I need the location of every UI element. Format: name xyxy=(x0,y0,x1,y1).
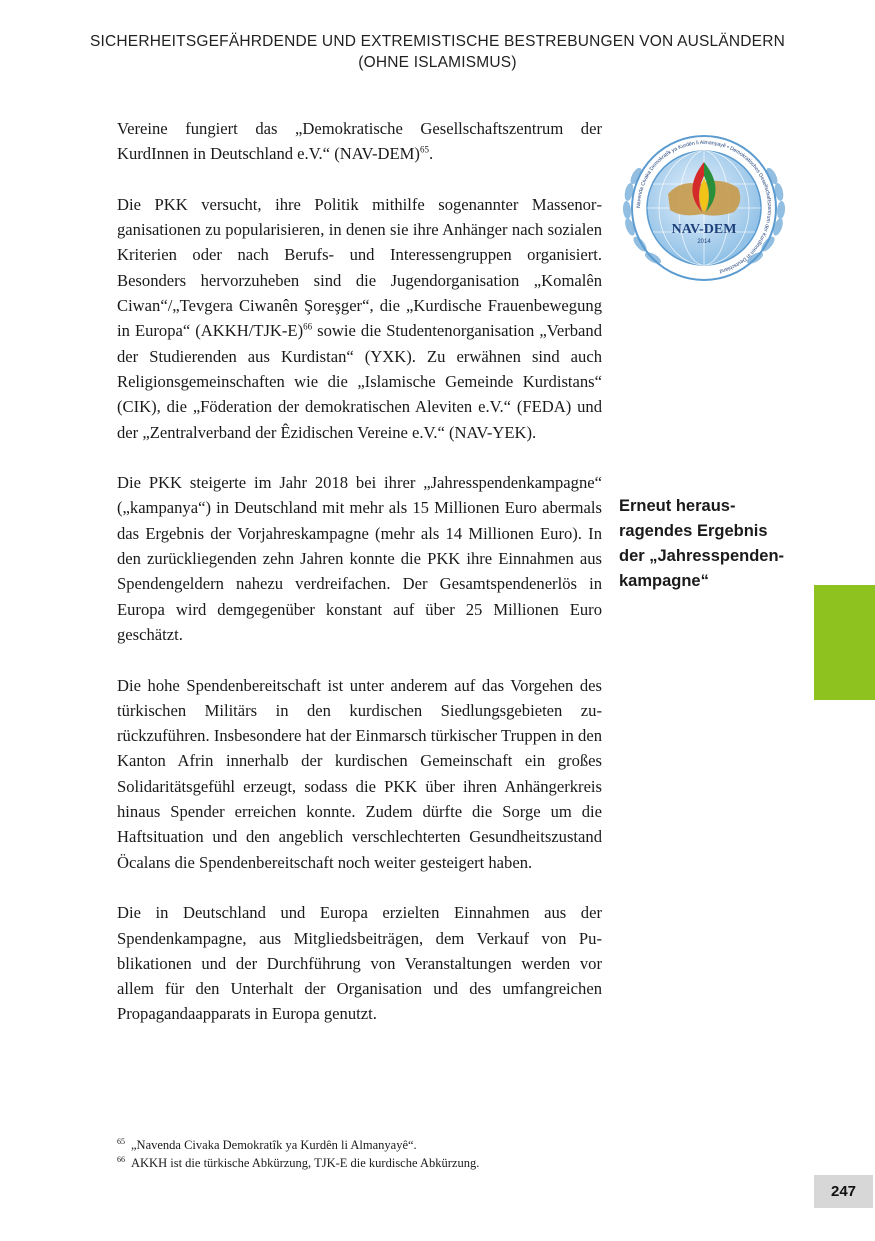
footnote-ref-65[interactable]: 65 xyxy=(419,144,429,155)
nav-dem-logo xyxy=(620,132,788,284)
chapter-tab xyxy=(814,585,875,700)
header-line-2: (OHNE ISLAMISMUS) xyxy=(358,54,517,71)
page-number: 247 xyxy=(814,1175,873,1208)
logo-ring-text: Navenda Civaka Demokratîk ya Kurdên li Almanyayê • Demokratisches Gesellschaftszentrum der KurdInnen in Deutschland xyxy=(635,139,773,275)
paragraph-2: Die PKK versucht, ihre Politik mithilfe sogenannter Massenorganisationen zu popularisieren, in denen sie ihre Anhänger nach sozialen Kriterien oder nach Berufs- und Interessengruppen organisiert. Besonders hervorzuheben sind die Jugendorganisation „Komalên Ciwan“/„Tevgera Ciwanên Şoreşger“, die „Kurdische Frauenbewegung in Europa“ (AKKH/TJK-E)$^{66}$ sowie die Studentenorganisation „Verband der Studierenden aus Kurdistan“ (YXK). Zu erwähnen sind auch Religionsgemeinschaften wie die „Islamische Gemeinde Kurdistans“ (CIK), die „Föderation der demokratischen Aleviten e.V.“ (FEDA) und der „Zentralverband der Êzidischen Vereine e.V.“ (NAV-YEK). xyxy=(117,194,602,442)
logo-year: 2014 xyxy=(697,239,711,245)
paragraph-5: Die in Deutschland und Europa erzielten Einnahmen aus der Spendenkampagne, aus Mitgliedsbeiträgen, dem Verkauf von Publikationen und der Durchführung von Veranstaltungen werden vor allem für den Unterhalt der Organisation und des umfangreichen Propagandaapparats in Europa genutzt. xyxy=(117,903,602,1024)
main-text-column xyxy=(117,116,602,1052)
paragraph-3: Die PKK steigerte im Jahr 2018 bei ihrer „Jahresspendenkampagne“ („kampanya“) in Deutschland mit mehr als 15 Millionen Euro abermals das Ergebnis der Vorjahreskampagne (mehr als 14 Millionen Euro). In den zurückliegenden zehn Jahren konnte die PKK ihre Einnahmen aus Spendengeldern nahezu verdreifachen. Der Gesamtspendenerlös in Europa wird demgegenüber konstant auf über 25 Millionen Euro geschätzt. xyxy=(117,473,602,644)
footnote-65: $^{65}$ „Navenda Civaka Demokratîk ya Kurdên li Almanyayê“. xyxy=(117,1136,417,1152)
paragraph-1: Vereine fungiert das „Demokratische Gesellschaftszentrum der KurdInnen in Deutschland e.V.“ (NAV-DEM)$^{65}$. xyxy=(117,119,602,164)
running-header xyxy=(0,31,875,73)
logo-name: NAV-DEM xyxy=(671,222,737,237)
footnotes xyxy=(117,1136,717,1172)
paragraph-4: Die hohe Spendenbereitschaft ist unter anderem auf das Vorgehen des türkischen Militärs in den kurdischen Siedlungsgebieten zurückzuführen. Insbesondere hat der Einmarsch türkischer Truppen in den Kanton Afrin innerhalb der kurdischen Gemeinschaft ein großes Solidaritätsgefühl erzeugt, sodass die PKK über ihren Anhängerkreis hinaus Spender erreichen konnte. Zudem dürfte die Sorge um die Haftsituation und den angeblich verschlechterten Gesundheitszustand Öcalans die Spendenbereitschaft noch weiter gesteigert haben. xyxy=(117,675,602,872)
header-line-1: SICHERHEITSGEFÄHRDENDE UND EXTREMISTISCHE BESTREBUNGEN VON AUSLÄNDERN xyxy=(89,33,786,50)
footnote-66: $^{66}$ AKKH ist die türkische Abkürzung, TJK-E die kurdische Abkürzung. xyxy=(117,1154,480,1170)
footnote-ref-66[interactable]: 66 xyxy=(303,321,313,332)
margin-note: Erneut heraus- ragendes Ergebnis der „Jahresspenden- kampagne“ xyxy=(619,497,785,590)
